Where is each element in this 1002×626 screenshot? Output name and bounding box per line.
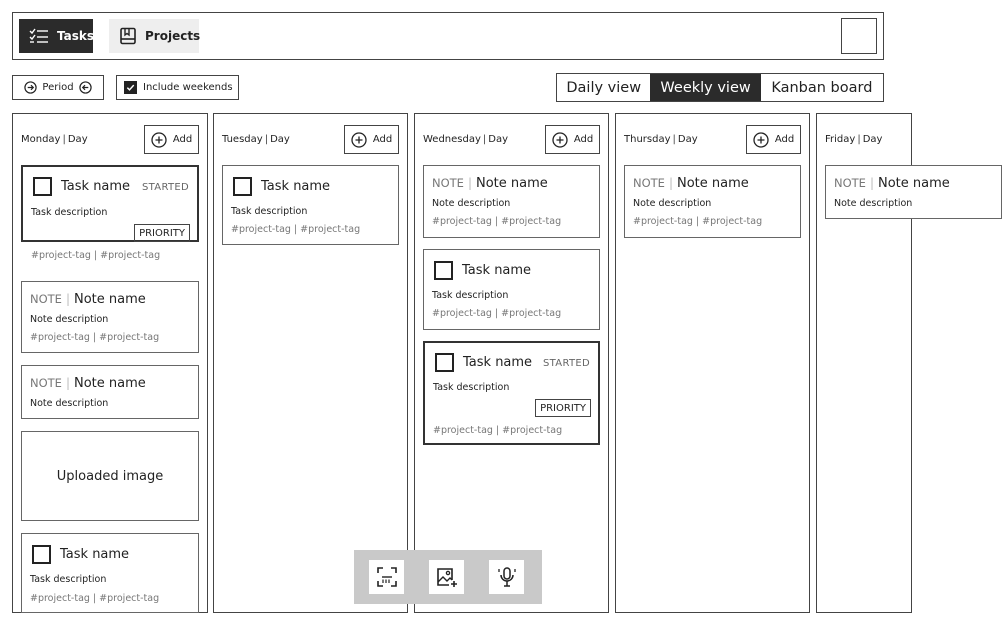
task-checkbox[interactable] (33, 177, 52, 196)
header-separator: | (482, 134, 487, 145)
scan-icon (376, 566, 398, 588)
day-column-tuesday (213, 113, 408, 613)
note-description: Note description (30, 398, 109, 409)
column-header (825, 134, 882, 145)
add-button[interactable] (344, 125, 399, 154)
voice-record-button[interactable] (489, 560, 524, 594)
note-card[interactable] (21, 365, 199, 419)
note-title: Note name (677, 176, 749, 191)
note-card[interactable] (624, 165, 801, 238)
task-checkbox[interactable] (435, 353, 454, 372)
note-title: Note name (74, 292, 146, 307)
add-button[interactable] (545, 125, 600, 154)
project-tags[interactable]: #project-tag | #project-tag (433, 425, 563, 436)
add-button[interactable] (746, 125, 801, 154)
add-label: Add (172, 134, 193, 145)
note-description: Note description (834, 198, 913, 209)
day-name: Thursday (624, 134, 671, 145)
note-title: Note name (74, 376, 146, 391)
task-title: Task name (463, 355, 533, 370)
column-header (423, 134, 508, 145)
column-header (222, 134, 290, 145)
task-checkbox[interactable] (434, 261, 453, 280)
note-type-label: NOTE (30, 292, 62, 306)
add-label: Add (774, 134, 795, 145)
note-type-label: NOTE (633, 176, 665, 190)
project-tags[interactable]: #project-tag | #project-tag (31, 250, 161, 261)
note-description: Note description (30, 314, 109, 325)
task-card[interactable] (423, 249, 600, 330)
task-title: Task name (61, 179, 131, 194)
period-control (12, 75, 104, 100)
add-image-button[interactable] (429, 560, 464, 594)
note-card[interactable] (825, 165, 1002, 219)
header-separator: | (857, 134, 861, 145)
top-bar (12, 12, 884, 60)
uploaded-image-label: Uploaded image (56, 468, 164, 484)
note-title: Note name (476, 176, 548, 191)
note-heading (432, 176, 548, 191)
note-heading (633, 176, 749, 191)
capture-toolbar (354, 550, 542, 604)
checkbox-checked-icon[interactable] (124, 81, 137, 94)
task-card[interactable] (21, 533, 199, 613)
note-heading (30, 292, 146, 307)
task-checkbox[interactable] (233, 177, 252, 196)
profile-placeholder[interactable] (841, 18, 877, 54)
tasks-nav-button[interactable] (19, 19, 93, 53)
task-description: Task description (30, 574, 107, 585)
note-heading (834, 176, 950, 191)
day-name: Friday (825, 134, 856, 145)
project-tags[interactable]: #project-tag | #project-tag (231, 224, 361, 235)
header-separator: | (264, 134, 269, 145)
day-column-thursday (615, 113, 810, 613)
plus-circle-icon (552, 132, 568, 148)
heading-separator: | (65, 376, 70, 390)
plus-circle-icon (753, 132, 769, 148)
task-title: Task name (462, 263, 532, 278)
add-label: Add (372, 134, 393, 145)
plus-circle-icon (351, 132, 367, 148)
uploaded-image-card[interactable] (21, 431, 199, 521)
priority-badge: PRIORITY (134, 224, 190, 242)
status-badge: STARTED (142, 182, 189, 193)
add-label: Add (573, 134, 594, 145)
daily-view-tab[interactable]: Daily view (566, 79, 642, 96)
arrow-left-circle-icon[interactable] (79, 81, 92, 94)
project-tags[interactable]: #project-tag | #project-tag (432, 216, 562, 227)
task-card[interactable] (21, 165, 199, 261)
add-button[interactable] (144, 125, 199, 154)
day-name: Wednesday (423, 134, 481, 145)
priority-badge: PRIORITY (535, 399, 591, 417)
task-title: Task name (261, 179, 331, 194)
add-image-icon (436, 566, 458, 588)
heading-separator: | (65, 292, 70, 306)
day-column-monday (12, 113, 208, 613)
day-column-wednesday (414, 113, 609, 613)
project-tags[interactable]: #project-tag | #project-tag (30, 593, 160, 604)
day-name: Monday (21, 134, 61, 145)
include-weekends-label: Include weekends (143, 82, 233, 93)
book-icon (119, 27, 137, 45)
projects-nav-button[interactable] (109, 19, 199, 53)
microphone-icon (496, 566, 518, 588)
day-column-friday (816, 113, 950, 613)
day-name: Tuesday (222, 134, 263, 145)
task-title: Task name (60, 547, 130, 562)
note-type-label: NOTE (30, 376, 62, 390)
view-switcher (556, 73, 884, 102)
note-card[interactable] (21, 281, 199, 353)
task-card[interactable] (222, 165, 399, 245)
task-description: Task description (31, 207, 108, 218)
note-description: Note description (432, 198, 511, 209)
heading-separator: | (467, 176, 472, 190)
column-header (21, 134, 88, 145)
heading-separator: | (668, 176, 673, 190)
day-unit: Day (67, 134, 88, 145)
task-card[interactable] (423, 341, 600, 445)
task-list-icon (29, 28, 49, 44)
project-tags[interactable]: #project-tag | #project-tag (633, 216, 763, 227)
scan-button[interactable] (369, 560, 404, 594)
arrow-right-circle-icon[interactable] (24, 81, 37, 94)
projects-nav-label: Projects (145, 29, 201, 43)
tasks-nav-label: Tasks (57, 29, 95, 43)
heading-separator: | (869, 176, 874, 190)
note-description: Note description (633, 198, 712, 209)
header-separator: | (62, 134, 66, 145)
period-label: Period (42, 82, 74, 93)
status-badge: STARTED (543, 358, 590, 369)
project-tags[interactable]: #project-tag | #project-tag (30, 332, 160, 343)
day-unit: Day (270, 134, 290, 145)
task-checkbox[interactable] (32, 545, 51, 564)
header-separator: | (672, 134, 676, 145)
day-unit: Day (862, 134, 883, 145)
weekly-view-tab[interactable]: Weekly view (650, 74, 760, 101)
task-description: Task description (231, 206, 308, 217)
note-card[interactable] (423, 165, 600, 238)
task-description: Task description (432, 290, 509, 301)
note-type-label: NOTE (432, 176, 464, 190)
day-unit: Day (677, 134, 698, 145)
project-tags[interactable]: #project-tag | #project-tag (432, 308, 562, 319)
column-header (624, 134, 698, 145)
day-unit: Day (488, 134, 509, 145)
include-weekends-toggle[interactable] (116, 75, 239, 100)
note-title: Note name (878, 176, 950, 191)
kanban-board-tab[interactable]: Kanban board (771, 79, 873, 96)
plus-circle-icon (151, 132, 167, 148)
note-type-label: NOTE (834, 176, 866, 190)
note-heading (30, 376, 146, 391)
task-description: Task description (433, 382, 510, 393)
